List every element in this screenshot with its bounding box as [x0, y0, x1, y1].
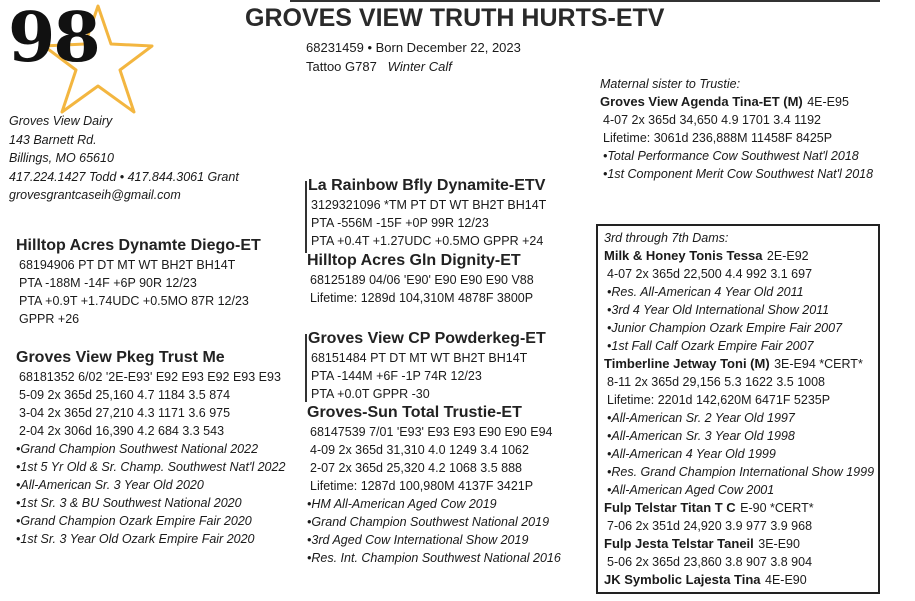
dam-award: •1st 5 Yr Old & Sr. Champ. Southwest Nat'l 2022 — [16, 460, 286, 474]
sire-block — [308, 176, 546, 250]
dam-dam-block — [307, 403, 561, 567]
dam-block — [16, 348, 285, 548]
maternal-sister-line: 4-07 2x 365d 34,650 4.9 1701 3.4 1192 — [603, 113, 822, 127]
sire-dam-line: Lifetime: 1289d 104,310M 4878F 3800P — [310, 291, 534, 305]
seller-address: 143 Barnett Rd. — [9, 132, 97, 147]
sire-sire-block — [16, 236, 261, 328]
dam-sire-block — [308, 329, 546, 403]
dam-sire-line: PTA -144M +6F -1P 74R 12/23 — [311, 369, 482, 383]
seller-city: Billings, MO 65610 — [9, 151, 114, 165]
dam4-award: •All-American Sr. 3 Year Old 1998 — [607, 429, 795, 443]
reg-born-line: 68231459 • Born December 22, 2023 — [306, 40, 521, 55]
dam-line: 5-09 2x 365d 25,160 4.7 1184 3.5 874 — [19, 388, 231, 402]
sire-line: PTA -556M -15F +0P 99R 12/23 — [311, 216, 489, 230]
dam-line: 68181352 6/02 '2E-E93' E92 E93 E92 E93 E93 — [19, 370, 281, 384]
maternal-sister-intro: Maternal sister to Trustie: — [600, 77, 741, 91]
dam-dam-award: •Grand Champion Southwest National 2019 — [307, 515, 550, 529]
dam6-score: 3E-E90 — [758, 537, 800, 551]
sire-sire-line: PTA +0.9T +1.74UDC +0.5MO 87R 12/23 — [19, 294, 249, 308]
sire-line: 3129321096 *TM PT DT WT BH2T BH14T — [311, 198, 547, 212]
sire-dam-name: Hilltop Acres Gln Dignity-ET — [307, 252, 521, 269]
tattoo: Tattoo G787 — [306, 59, 377, 74]
dam-name: Groves View Pkeg Trust Me — [16, 349, 225, 366]
dam-award: •1st Sr. 3 Year Old Ozark Empire Fair 2020 — [16, 532, 255, 546]
dam6-name: Fulp Jesta Telstar Taneil — [604, 536, 754, 551]
seller-phones: 417.224.1427 Todd • 417.844.3061 Grant — [9, 169, 239, 184]
dam-sire-line: 68151484 PT DT MT WT BH2T BH14T — [311, 351, 528, 365]
dam7-score: 4E-E90 — [765, 573, 807, 587]
dam-dam-name: Groves-Sun Total Trustie-ET — [307, 404, 522, 421]
lot-number: 98 — [8, 0, 99, 78]
dam4-score: 3E-E94 *CERT* — [774, 357, 863, 371]
dam4-award: •All-American Aged Cow 2001 — [607, 483, 775, 497]
dam-dam-award: •Res. Int. Champion Southwest National 2016 — [307, 551, 561, 565]
sire-name: La Rainbow Bfly Dynamite-ETV — [308, 177, 546, 194]
dam6-line: 5-06 2x 365d 23,860 3.8 907 3.8 904 — [607, 555, 813, 569]
dam5-score: E-90 *CERT* — [740, 501, 814, 515]
dam4-line: 8-11 2x 365d 29,156 5.3 1622 3.5 1008 — [607, 375, 826, 389]
top-rule — [290, 0, 880, 2]
sire-sire-line: PTA -188M -14F +6P 90R 12/23 — [19, 276, 197, 290]
animal-title: GROVES VIEW TRUTH HURTS-ETV — [245, 4, 665, 32]
dam4-line: Lifetime: 2201d 142,620M 6471F 5235P — [607, 393, 831, 407]
dam-award: •Grand Champion Ozark Empire Fair 2020 — [16, 514, 252, 528]
dam-line: 3-04 2x 365d 27,210 4.3 1171 3.6 975 — [19, 406, 231, 420]
seller-name: Groves View Dairy — [9, 114, 113, 128]
seller-email[interactable]: grovesgrantcaseih@gmail.com — [9, 188, 181, 202]
dam-dam-line: 4-09 2x 365d 31,310 4.0 1249 3.4 1062 — [310, 443, 529, 457]
dam-award: •1st Sr. 3 & BU Southwest National 2020 — [16, 496, 242, 510]
dam-award: •Grand Champion Southwest National 2022 — [16, 442, 259, 456]
maternal-sister-award: •Total Performance Cow Southwest Nat'l 2018 — [603, 149, 859, 163]
dam4-name: Timberline Jetway Toni (M) — [604, 356, 770, 371]
dam5-line: 7-06 2x 351d 24,920 3.9 977 3.9 968 — [607, 519, 813, 533]
dam-award: •All-American Sr. 3 Year Old 2020 — [16, 478, 204, 492]
sire-sire-line: GPPR +26 — [19, 312, 80, 326]
seller-info — [9, 112, 239, 205]
tattoo-line — [306, 59, 452, 74]
dam3-award: •1st Fall Calf Ozark Empire Fair 2007 — [607, 339, 814, 353]
category: Winter Calf — [387, 59, 452, 74]
sire-sire-name: Hilltop Acres Dynamte Diego-ET — [16, 237, 261, 254]
maternal-sister-block — [600, 75, 873, 183]
dams-heading: 3rd through 7th Dams: — [604, 231, 729, 245]
dam3-award: •3rd 4 Year Old International Show 2011 — [607, 303, 830, 317]
dam-sire-bracket — [305, 334, 307, 402]
dam-sire-name: Groves View CP Powderkeg-ET — [308, 330, 546, 347]
dam3-name: Milk & Honey Tonis Tessa — [604, 248, 763, 263]
sire-line: PTA +0.4T +1.27UDC +0.5MO GPPR +24 — [311, 234, 544, 248]
sire-bracket — [305, 181, 307, 253]
dam-dam-line: 68147539 7/01 'E93' E93 E93 E90 E90 E94 — [310, 425, 553, 439]
dam4-award: •All-American 4 Year Old 1999 — [607, 447, 776, 461]
maternal-sister-award: •1st Component Merit Cow Southwest Nat'l 2018 — [603, 167, 874, 181]
dam-dam-line: 2-07 2x 365d 25,320 4.2 1068 3.5 888 — [310, 461, 522, 475]
dam-dam-line: Lifetime: 1287d 100,980M 4137F 3421P — [310, 479, 534, 493]
dam4-award: •Res. Grand Champion International Show 1999 — [607, 465, 875, 479]
dam-sire-line: PTA +0.0T GPPR -30 — [311, 387, 430, 401]
maternal-sister-name: Groves View Agenda Tina-ET (M) — [600, 94, 803, 109]
sire-dam-block — [307, 251, 534, 307]
sire-sire-line: 68194906 PT DT MT WT BH2T BH14T — [19, 258, 236, 272]
dam3-award: •Res. All-American 4 Year Old 2011 — [607, 285, 804, 299]
sire-dam-line: 68125189 04/06 'E90' E90 E90 E90 V88 — [310, 273, 534, 287]
dams-list — [604, 229, 874, 589]
dam7-name: JK Symbolic Lajesta Tina — [604, 572, 761, 587]
dam4-award: •All-American Sr. 2 Year Old 1997 — [607, 411, 795, 425]
dam-line: 2-04 2x 306d 16,390 4.2 684 3.3 543 — [19, 424, 225, 438]
dam3-score: 2E-E92 — [766, 249, 809, 263]
dam3-award: •Junior Champion Ozark Empire Fair 2007 — [607, 321, 843, 335]
dam3-line: 4-07 2x 365d 22,500 4.4 992 3.1 697 — [607, 267, 813, 281]
dam-dam-award: •3rd Aged Cow International Show 2019 — [307, 533, 529, 547]
maternal-sister-score: 4E-E95 — [807, 95, 849, 109]
maternal-sister-line: Lifetime: 3061d 236,888M 11458F 8425P — [603, 131, 833, 145]
dam-dam-award: •HM All-American Aged Cow 2019 — [307, 497, 497, 511]
dam5-name: Fulp Telstar Titan T C — [604, 500, 736, 515]
